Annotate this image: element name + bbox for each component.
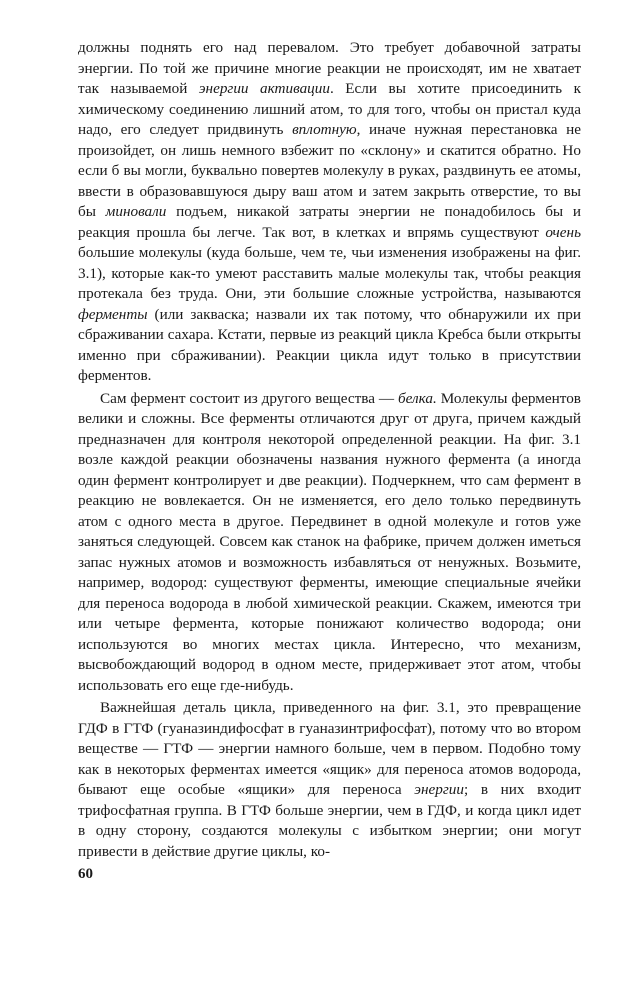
text-run: Важнейшая деталь цикла, приведенного на фиг. 3.1, это превращение ГДФ в ГТФ (гуаназиндифосфат в гуаназинтрифосфат), потому что во втором веществе — ГТФ — энергии намного больше, чем в первом. Подобно тому как в некоторых ферментах имеется «ящик» для переноса атомов водорода, бывают еще особые «ящики» для переноса: [78, 699, 581, 798]
emphasized-term: очень: [545, 223, 581, 241]
text-run: Молекулы ферментов велики и сложны. Все ферменты отличаются друг от друга, причем каждый предназначен для контроля некоторой определенной реакции. На фиг. 3.1 возле каждой реакции обозначены названия нужного фермента (а иногда один фермент контролирует и две реакции). Подчеркнем, что сам фермент в реакцию не вовлекается. Он не изменяется, его дело только передвинуть атом с одного места в другое. Передвинет в одной молекуле и готов уже заняться следующей. Совсем как станок на фабрике, причем должен иметься запас нужных атомов и возможность избавляться от ненужных. Возьмите, например, водород: существуют ферменты, имеющие специальные ячейки для переноса водорода в любой химической реакции. Скажем, имеются три или четыре фермента, которые понижают количество водорода; они используются во многих местах цикла. Интересно, что механизм, высвобождающий водород в одном месте, придерживает этот атом, чтобы использовать его еще где-нибудь.: [78, 389, 581, 694]
text-run: ; в них входит трифосфатная группа. В ГТФ больше энергии, чем в ГДФ, и когда цикл идет в одну сторону, создаются молекулы с избытком энергии; они могут привести в действие другие циклы, ко-: [78, 781, 581, 860]
page-number: 60: [78, 866, 93, 882]
emphasized-term: вплотную: [292, 121, 357, 138]
paragraph-3: [78, 698, 581, 862]
emphasized-term: энергии: [414, 781, 464, 798]
text-run: должны поднять его над перевалом. Это требует добавочной затраты энергии. По той же причине многие реакции не происходят, им не хватает так называемой: [78, 39, 581, 97]
emphasized-term: белка.: [398, 389, 437, 407]
book-page: [78, 38, 581, 862]
emphasized-term: энергии активации: [198, 80, 330, 97]
emphasized-term: миновали: [105, 203, 167, 220]
text-run: подъем, никакой затраты энергии не понадобилось бы и реакция прошла бы легче. Так вот, в клетках и впрямь существуют: [78, 203, 581, 241]
emphasized-term: ферменты: [78, 305, 148, 323]
text-run: Сам фермент состоит из другого вещества —: [100, 389, 399, 407]
paragraph-1: [78, 38, 581, 387]
text-run: , иначе нужная перестановка не произойдет, он лишь немного взбежит по «склону» и скатится обратно. Но если б вы могли, буквально повертев молекулу в руках, раздвинуть ее атомы, ввести в образовавшуюся дыру ваш атом и затем закрыть отверстие, то вы бы: [78, 121, 581, 220]
text-run: большие молекулы (куда больше, чем те, чьи изменения изображены на фиг. 3.1), которые как-то умеют расставить малые молекулы так, чтобы реакция протекала без труда. Они, эти большие сложные устройства, называются: [78, 244, 581, 302]
text-run: . Если вы хотите присоединить к химическому соединению лишний атом, то для того, чтобы он пристал куда надо, его следует придвинуть: [78, 80, 581, 138]
text-run: (или закваска; назвали их так потому, что обнаружили их при сбраживании сахара. Кстати, первые из реакций цикла Кребса были открыты именно при сбраживании). Реакции цикла идут только в присутствии ферментов.: [78, 305, 581, 384]
paragraph-2: [78, 389, 581, 697]
